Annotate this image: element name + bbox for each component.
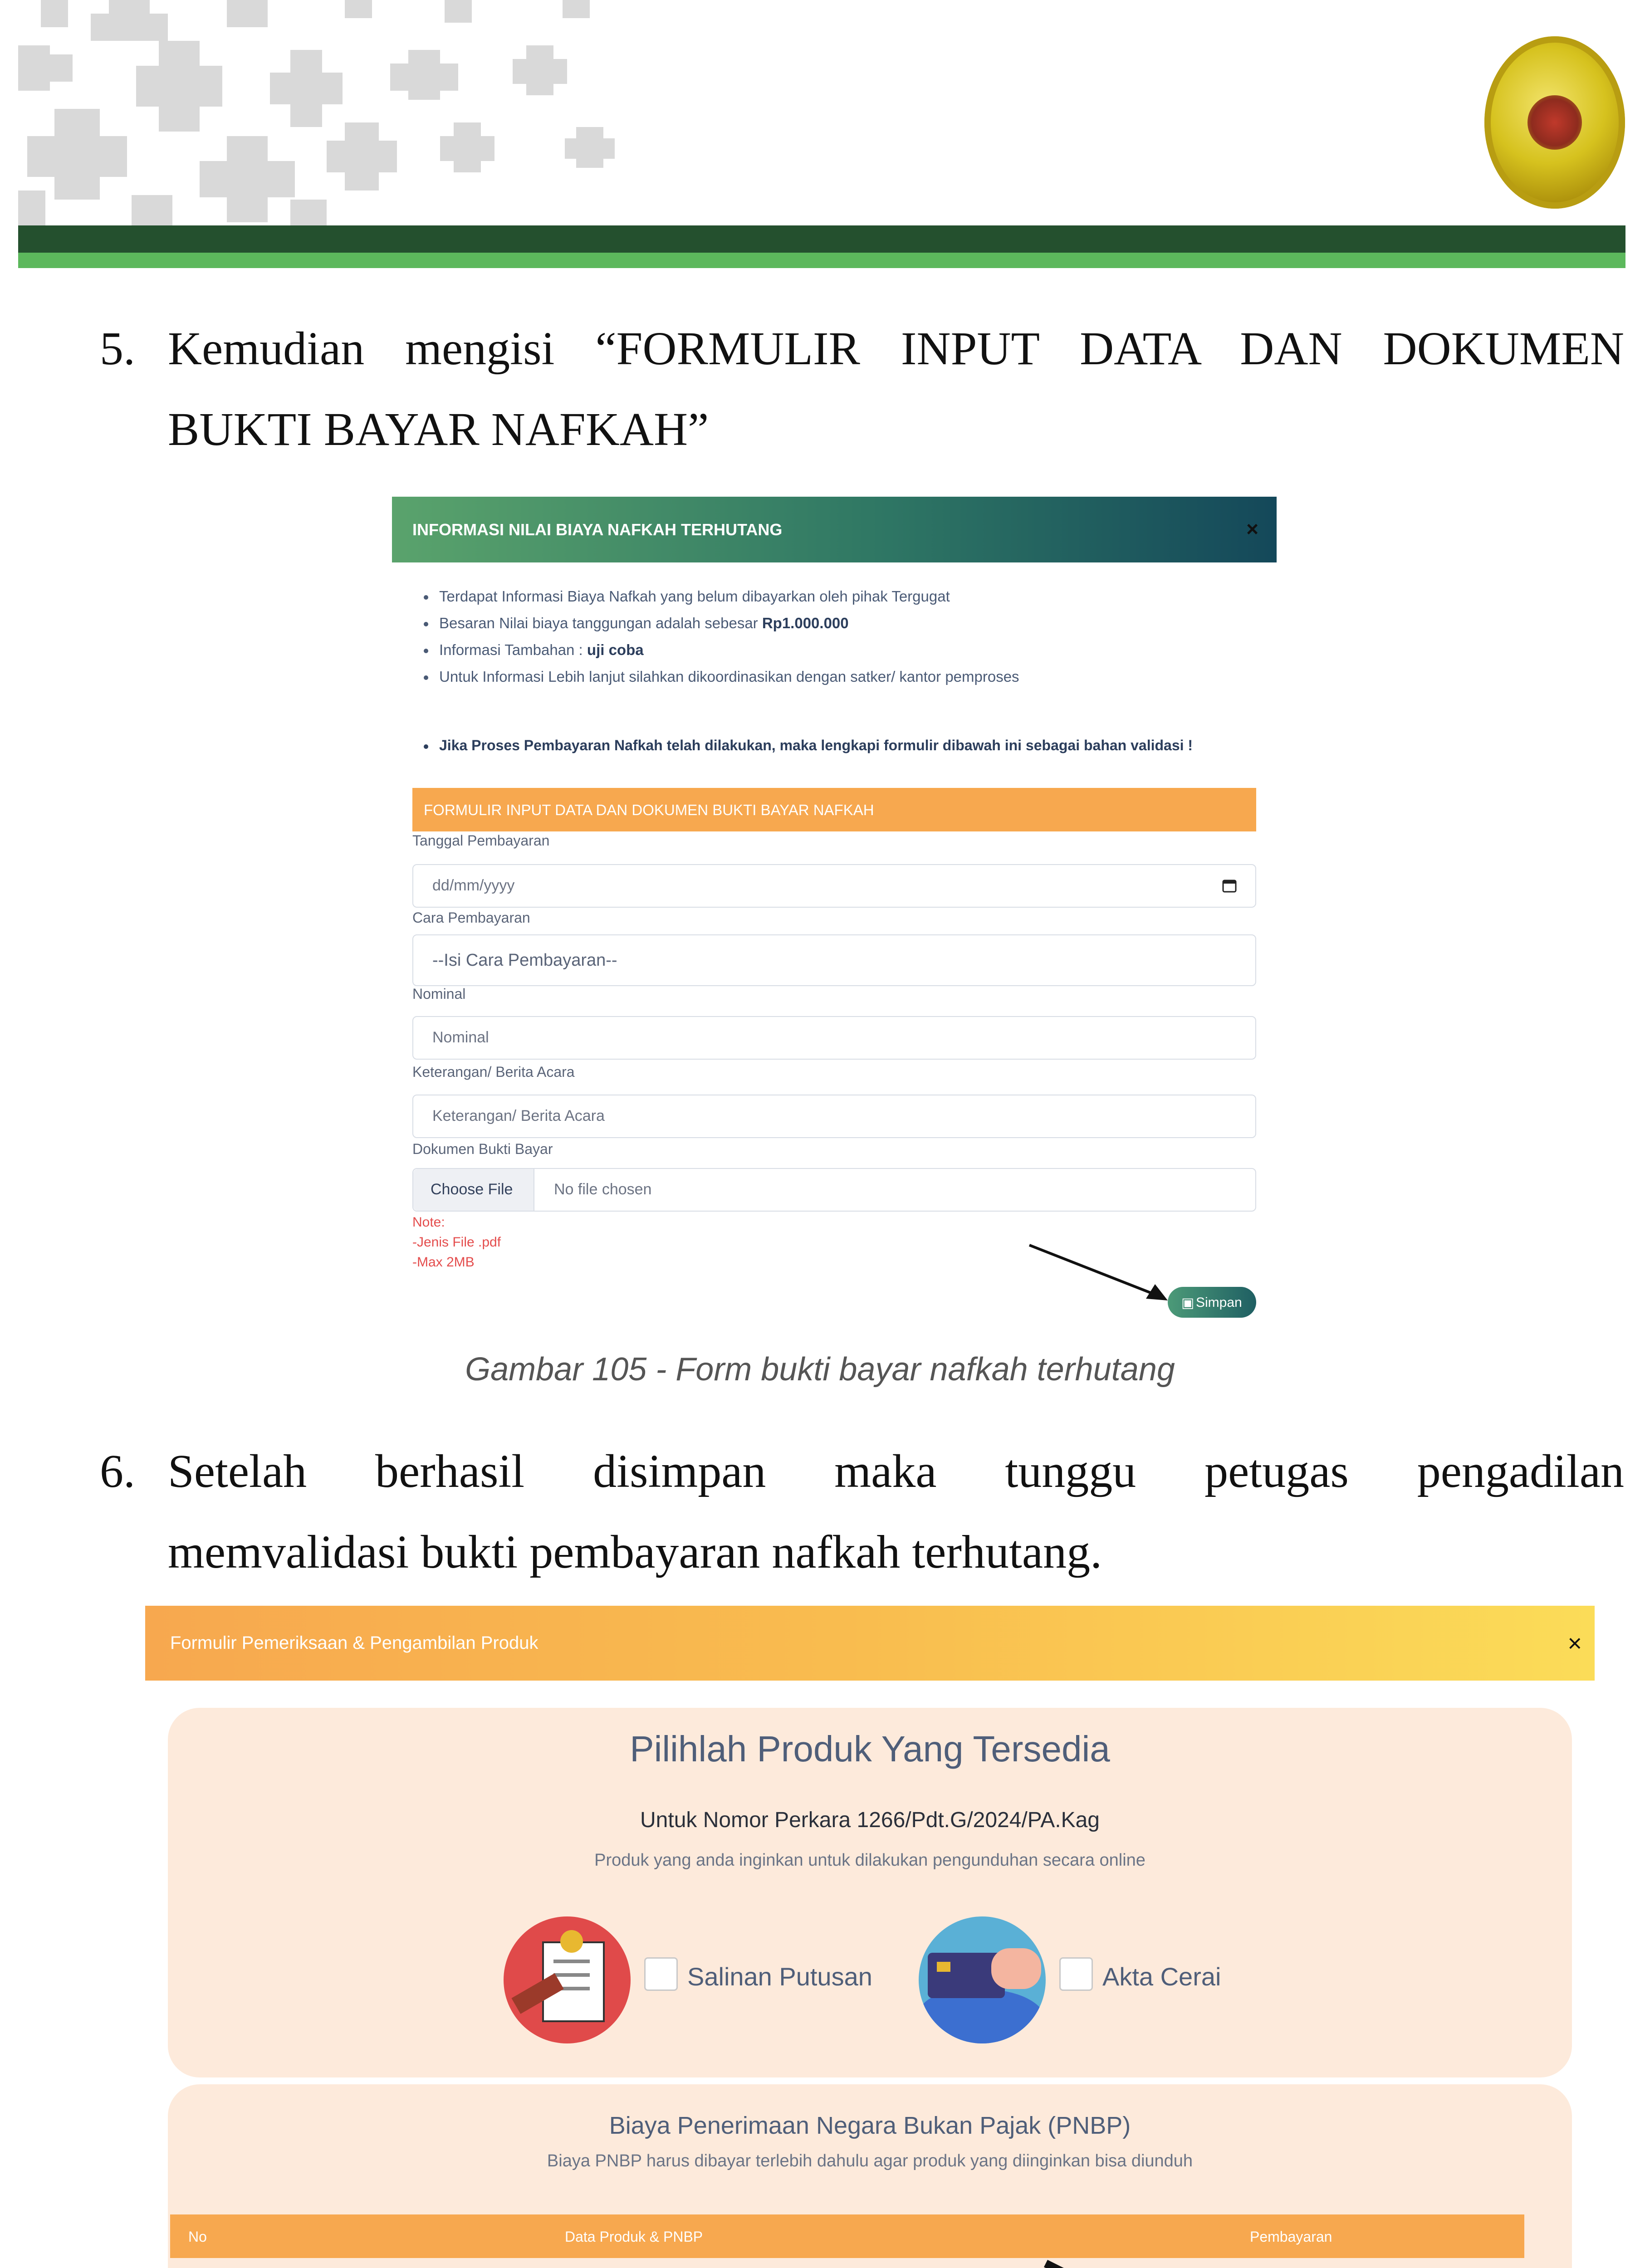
- close-icon[interactable]: ×: [1567, 1630, 1582, 1657]
- document-gavel-icon: [504, 1916, 631, 2043]
- product-modal-header: [145, 1606, 1595, 1681]
- product-modal-title: Formulir Pemeriksaan & Pengambilan Produk: [170, 1633, 539, 1653]
- calendar-icon[interactable]: [1222, 878, 1237, 893]
- cara-select[interactable]: --Isi Cara Pembayaran--: [412, 934, 1256, 986]
- pnbp-desc: Biaya PNBP harus dibayar terlebih dahulu agar produk yang diinginkan bisa diunduh: [547, 2151, 1193, 2170]
- panel-desc: Produk yang anda inginkan untuk dilakukan pengunduhan secara online: [594, 1851, 1146, 1870]
- salinan-label: Salinan Putusan: [687, 1962, 872, 1991]
- dokumen-label: Dokumen Bukti Bayar: [412, 1141, 553, 1157]
- header-line: [18, 253, 1625, 268]
- header-band: [18, 225, 1625, 253]
- akta-checkbox[interactable]: [1059, 1957, 1093, 1991]
- upload-note: Note: -Jenis File .pdf -Max 2MB: [412, 1215, 501, 1270]
- tanggal-input[interactable]: dd/mm/yyyy: [412, 864, 1256, 908]
- court-seal-logo: [1484, 36, 1625, 209]
- header-pattern: [18, 0, 608, 225]
- tanggal-label: Tanggal Pembayaran: [412, 832, 550, 849]
- save-icon: ▣: [1181, 1295, 1195, 1310]
- info-modal-header: [392, 497, 1277, 562]
- info-modal-title: INFORMASI NILAI BIAYA NAFKAH TERHUTANG: [412, 520, 783, 539]
- cara-label: Cara Pembayaran: [412, 909, 530, 926]
- panel-subtitle: Untuk Nomor Perkara 1266/Pdt.G/2024/PA.Kag: [640, 1808, 1100, 1832]
- list-item: Besaran Nilai biaya tanggungan adalah sebesar Rp1.000.000: [424, 610, 1019, 636]
- nominal-input[interactable]: Nominal: [412, 1016, 1256, 1060]
- caption-105: Gambar 105 - Form bukti bayar nafkah terhutang: [465, 1351, 1175, 1388]
- figure-106-product-form: [145, 1606, 1595, 2268]
- pnbp-title: Biaya Penerimaan Negara Bukan Pajak (PNBP): [609, 2112, 1131, 2139]
- card-hand-icon: [919, 1916, 1046, 2043]
- list-item: Untuk Informasi Lebih lanjut silahkan dikoordinasikan dengan satker/ kantor pemproses: [424, 663, 1019, 690]
- pointer-arrow: [1043, 2259, 1234, 2268]
- item6-line2: memvalidasi bukti pembayaran nafkah terhutang.: [168, 1526, 1102, 1578]
- simpan-button[interactable]: ▣ Simpan: [1168, 1287, 1256, 1318]
- form-title-bar: FORMULIR INPUT DATA DAN DOKUMEN BUKTI BAYAR NAFKAH: [412, 788, 1256, 831]
- choose-file-button[interactable]: Choose File: [413, 1169, 534, 1211]
- panel-title: Pilihlah Produk Yang Tersedia: [630, 1729, 1110, 1769]
- confirm-text: Jika Proses Pembayaran Nafkah telah dilakukan, maka lengkapi formulir dibawah ini sebagai bahan validasi !: [424, 737, 1193, 754]
- close-icon[interactable]: ×: [1246, 517, 1258, 541]
- item6-number: 6.: [100, 1445, 135, 1497]
- item5-number: 5.: [100, 323, 135, 375]
- item5-line1: Kemudian mengisi “FORMULIR INPUT DATA DAN DOKUMEN: [168, 323, 1624, 375]
- info-bullet-list: [424, 583, 1019, 690]
- list-item: Informasi Tambahan : uji coba: [424, 636, 1019, 663]
- keterangan-label: Keterangan/ Berita Acara: [412, 1064, 575, 1080]
- figure-105-form: [392, 497, 1277, 1328]
- pnbp-table-header: No Data Produk & PNBP Pembayaran: [170, 2214, 1524, 2258]
- pointer-arrow: [1027, 1241, 1172, 1304]
- item5-line2: BUKTI BAYAR NAFKAH”: [168, 403, 709, 455]
- list-item: Terdapat Informasi Biaya Nafkah yang belum dibayarkan oleh pihak Tergugat: [424, 583, 1019, 610]
- nominal-label: Nominal: [412, 986, 466, 1002]
- akta-label: Akta Cerai: [1102, 1962, 1221, 1991]
- item6-line1: Setelah berhasil disimpan maka tunggu petugas pengadilan: [168, 1445, 1624, 1497]
- product-panel: [168, 1708, 1572, 2077]
- file-input[interactable]: Choose File No file chosen: [412, 1168, 1256, 1212]
- keterangan-input[interactable]: Keterangan/ Berita Acara: [412, 1095, 1256, 1138]
- salinan-checkbox[interactable]: [644, 1957, 678, 1991]
